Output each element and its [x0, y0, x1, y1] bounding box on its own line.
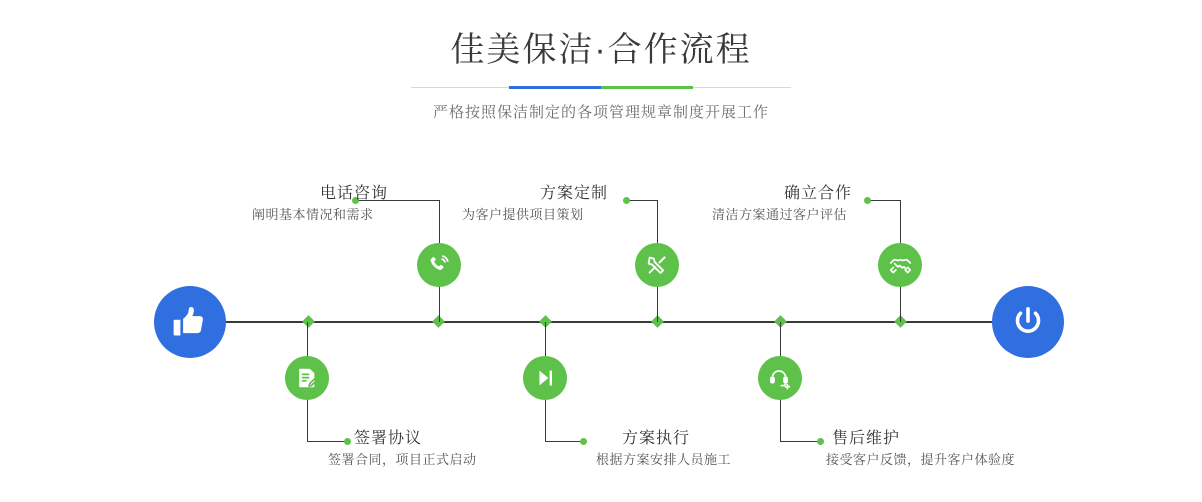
- step-label-4: [596, 428, 731, 470]
- step-desc: 为客户提供项目策划: [462, 207, 584, 222]
- step-desc: 接受客户反馈，提升客户体验度: [826, 452, 1016, 467]
- contract-pen-icon: [285, 356, 329, 400]
- phone-ring-icon: [417, 243, 461, 287]
- page-subtitle: 严格按照保洁制定的各项管理规章制度开展工作: [432, 104, 769, 121]
- step-desc: 阐明基本情况和需求: [252, 207, 374, 222]
- title-divider: [411, 86, 791, 89]
- step-title: 签署协议: [354, 430, 423, 447]
- step-connector: [868, 200, 900, 201]
- tools-icon: [635, 243, 679, 287]
- page-title: 佳美保洁·合作流程: [450, 31, 752, 69]
- step-title: 确立合作: [784, 185, 853, 202]
- connector-dot: [864, 197, 871, 204]
- step-connector: [780, 441, 818, 442]
- connector-dot: [623, 197, 630, 204]
- step-desc: 清洁方案通过客户评估: [712, 207, 848, 222]
- axis-node-marker: [302, 315, 315, 328]
- play-next-icon: [523, 356, 567, 400]
- step-desc: 签署合同，项目正式启动: [328, 452, 477, 467]
- step-label-6: [826, 428, 1015, 470]
- step-title: 方案定制: [540, 185, 609, 202]
- divider-accent-green: [601, 86, 693, 89]
- step-label-5: [712, 183, 852, 225]
- connector-dot: [817, 438, 824, 445]
- headset-support-icon: [758, 356, 802, 400]
- step-desc: 根据方案安排人员施工: [596, 452, 732, 467]
- step-title: 售后维护: [832, 430, 901, 447]
- divider-accent-blue: [509, 86, 601, 89]
- thumbs-up-icon: [154, 286, 226, 358]
- step-label-2: [328, 428, 477, 470]
- step-label-1: [252, 183, 388, 225]
- step-label-3: [462, 183, 608, 225]
- step-title: 方案执行: [622, 430, 691, 447]
- step-connector: [545, 441, 581, 442]
- page-header: [0, 28, 1202, 122]
- power-icon: [992, 286, 1064, 358]
- handshake-icon: [878, 243, 922, 287]
- connector-dot: [580, 438, 587, 445]
- step-connector: [627, 200, 657, 201]
- step-title: 电话咨询: [320, 185, 389, 202]
